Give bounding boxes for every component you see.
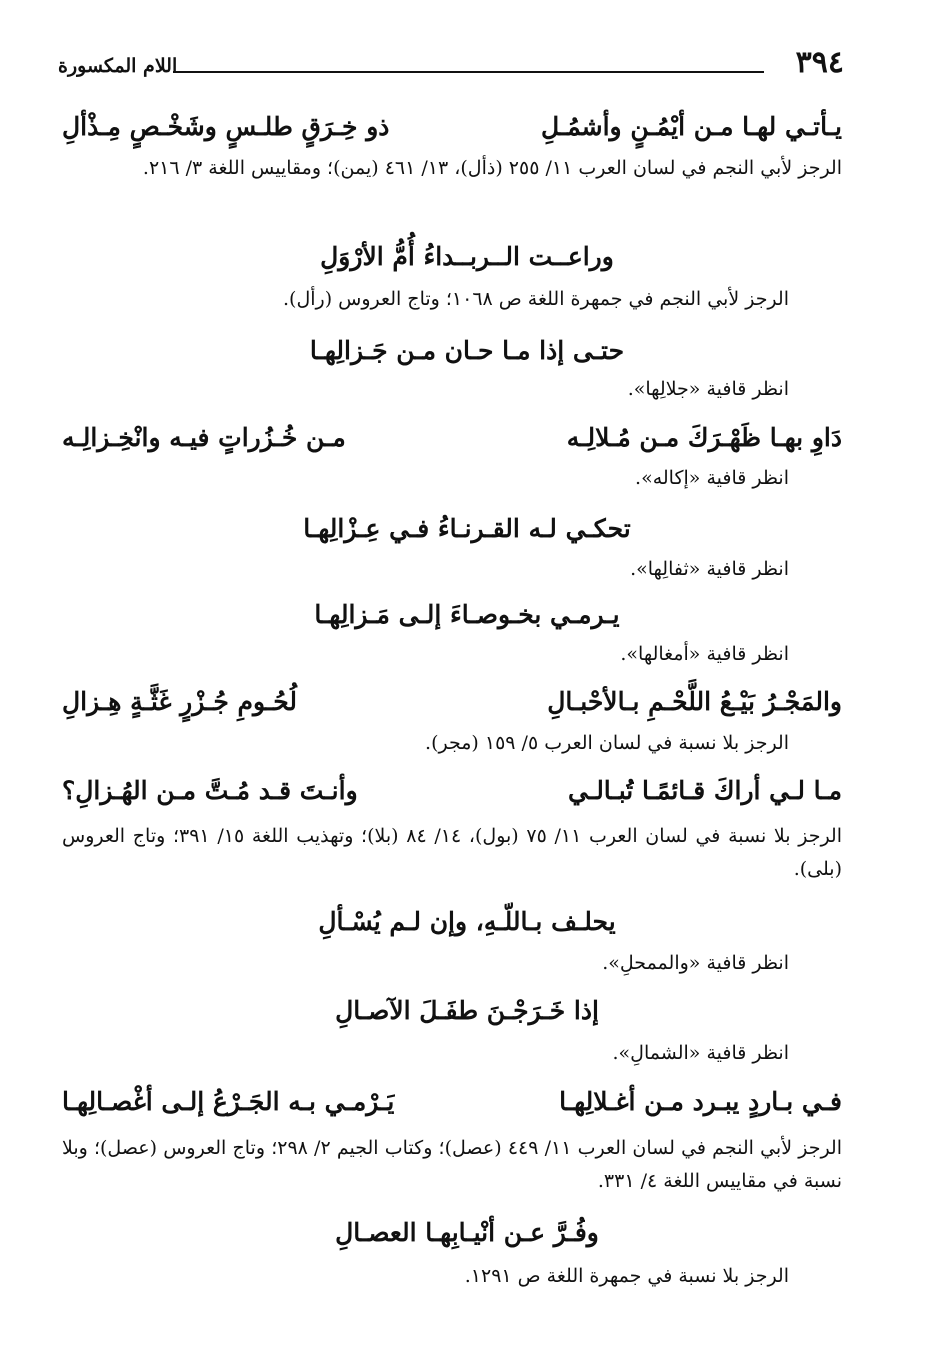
header-rule xyxy=(173,71,764,73)
verse-right-hemistich: والمَجْـرُ بَيْـعُ اللَّحْـمِ بـالأحْبـالِ xyxy=(547,687,842,716)
verse: يحلـف بـاللّـهِ، وإن لـم يُسْـألِ xyxy=(318,907,616,936)
verse-right-hemistich: فـي بـاردٍ يبـرد مـن أغـلالِهـا xyxy=(559,1087,842,1116)
cross-reference-note: انظر قافية «أمغالها». xyxy=(620,643,789,665)
cross-reference-note: انظر قافية «إكاله». xyxy=(635,467,789,489)
source-note: الرجز لأبي النجم في لسان العرب ١١/ ٤٤٩ (عصل)؛ وكتاب الجيم ٢/ ٢٩٨؛ وتاج العروس (عصل)؛ وبلا نسبة في مقاييس اللغة ٤/ ٣٣١. xyxy=(62,1137,842,1192)
verse: حتـى إذا مـا حـان مـن جَـزالِهـا xyxy=(309,336,625,365)
verse-left-hemistich: وأنـتَ قـد مُـتَّ مـن الهُـزالِ؟ xyxy=(62,776,358,805)
running-title: اللام المكسورة xyxy=(58,55,178,77)
cross-reference-note: انظر قافية «جلالِها». xyxy=(627,378,789,400)
verse-left-hemistich: لُحُـومِ جُـزْرٍ غَثَّـةٍ هِـزالِ xyxy=(62,687,297,716)
verse: وراعــت الــربــداءُ أُمُّ الأرْوَلِ xyxy=(320,242,614,271)
verse-left-hemistich: مـن خُـزُراتٍ فيـه وانْخِـزالِـه xyxy=(62,423,346,452)
verse-left-hemistich: يَـرْمـي بـه الجَـرْعُ إلـى أغْصـالِهـا xyxy=(62,1087,395,1116)
source-note: الرجز لأبي النجم في لسان العرب ١١/ ٢٥٥ (ذأل)، ١٣/ ٤٦١ (يمن)؛ ومقاييس اللغة ٣/ ٢١٦. xyxy=(142,157,842,179)
cross-reference-note: انظر قافية «والممحلِ». xyxy=(602,952,789,974)
source-note: الرجز بلا نسبة في جمهرة اللغة ص ١٢٩١. xyxy=(464,1265,789,1287)
verse-right-hemistich: دَاوِ بهـا ظَهْـرَكَ مـن مُـلالِـه xyxy=(566,423,842,452)
cross-reference-note: انظر قافية «ثفالِها». xyxy=(630,558,789,580)
source-note: الرجز بلا نسبة في لسان العرب ١١/ ٧٥ (بول)، ١٤/ ٨٤ (بلا)؛ وتهذيب اللغة ١٥/ ٣٩١؛ وتاج العروس (بلى). xyxy=(62,825,842,880)
verse-left-hemistich: ذو خِـرَقٍ طلـسٍ وشَخْـصٍ مِـذْألِ xyxy=(62,112,390,141)
page-number: ٣٩٤ xyxy=(795,45,844,80)
source-note: الرجز لأبي النجم في جمهرة اللغة ص ١٠٦٨؛ وتاج العروس (رأل). xyxy=(283,288,789,310)
verse-right-hemistich: يـأتـي لهـا مـن أيْمُـنٍ وأشمُـلِ xyxy=(540,112,842,141)
verse: يـرمـي بخـوصـاءَ إلـى مَـزالِهـا xyxy=(314,600,620,629)
verse-right-hemistich: مـا لـي أراكَ قـائمًـا تُبـالـي xyxy=(568,776,842,805)
source-note: الرجز بلا نسبة في لسان العرب ٥/ ١٥٩ (مجر). xyxy=(425,732,789,754)
verse: تحكـي لـه القـرنـاءُ فـي عِـزْالِهـا xyxy=(303,514,631,543)
verse: وفُـرَّ عـن أنْيـابِهـا العصـالِ xyxy=(335,1218,599,1247)
cross-reference-note: انظر قافية «الشمالِ». xyxy=(612,1042,789,1064)
verse: إذا خَـرَجْـنَ طفَـلَ الآصـالِ xyxy=(335,996,599,1025)
page-header xyxy=(58,45,844,85)
